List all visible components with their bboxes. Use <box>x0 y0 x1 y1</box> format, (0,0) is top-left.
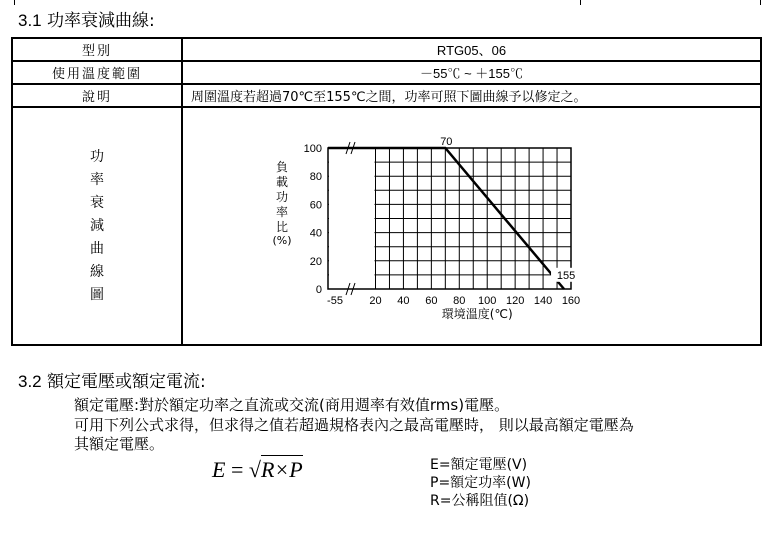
y-axis-label: 比 <box>275 220 289 235</box>
section-heading-1 <box>18 11 155 31</box>
derating-chart <box>183 108 761 344</box>
definition-item: R=公稱阻值(Ω) <box>430 493 530 509</box>
row-value: RTG05、06 <box>182 38 761 61</box>
formula <box>212 455 303 483</box>
definition-item: E=額定電壓(V) <box>430 457 528 473</box>
x-tick-label: 60 <box>425 295 438 308</box>
curve-label: 功率衰減曲線圖 <box>90 148 104 303</box>
top-border <box>0 0 775 6</box>
spec-table <box>11 37 762 346</box>
section-number: 3.2 <box>18 372 42 391</box>
y-tick-label: 100 <box>303 143 322 156</box>
table-row <box>12 61 761 84</box>
y-axis-label: 載 <box>275 175 289 190</box>
x-tick-label: 160 <box>561 295 581 308</box>
axis-break-area <box>329 149 375 288</box>
x-tick-label: 80 <box>453 295 466 308</box>
paragraph: 其額定電壓。 <box>74 435 165 453</box>
x-tick-label: 20 <box>369 295 382 308</box>
x-tick-label: 140 <box>533 295 553 308</box>
border-tick <box>580 0 581 5</box>
table-row <box>12 107 761 345</box>
section-heading-2 <box>18 372 206 392</box>
y-axis-label: 負 <box>275 160 289 175</box>
x-tick-label: -55 <box>327 295 343 308</box>
row-value: －55℃ ~ ＋155℃ <box>182 61 761 84</box>
paragraph: 可用下列公式求得，但求得之值若超過規格表內之最高電壓時， 則以最高額定電壓為 <box>74 416 634 434</box>
formula-lhs: E <box>212 457 226 482</box>
y-tick-label: 60 <box>309 199 322 212</box>
y-axis-label: 率 <box>275 205 289 220</box>
y-tick-label: 40 <box>309 227 322 240</box>
border-tick <box>760 0 761 5</box>
x-tick-label: 100 <box>478 295 497 308</box>
section-title: 功率衰減曲線: <box>47 11 155 31</box>
definition-item: P=額定功率(W) <box>430 475 531 491</box>
row-label: 型別 <box>12 38 182 61</box>
x-tick-label: 120 <box>505 295 525 308</box>
formula-equals: = <box>230 457 244 482</box>
paragraph: 額定電壓:對於額定功率之直流或交流(商用週率有效值rms)電壓。 <box>74 396 510 414</box>
table-row <box>12 38 761 61</box>
definitions <box>430 456 531 510</box>
y-tick-label: 20 <box>309 255 322 268</box>
chart-cell <box>182 107 761 345</box>
section-title: 額定電壓或額定電流: <box>47 372 206 392</box>
y-tick-label: 80 <box>309 171 322 184</box>
row-label: 說明 <box>12 84 182 107</box>
annotation-label: 70 <box>440 136 453 149</box>
y-axis-label: (%) <box>272 234 292 248</box>
y-tick-label: 0 <box>315 284 322 297</box>
formula-rhs: R×P <box>260 457 303 482</box>
row-value: 周圍溫度若超過70℃至155℃之間，功率可照下圖曲線予以修定之。 <box>182 84 761 107</box>
row-label: 使用溫度範圍 <box>12 61 182 84</box>
section-number: 3.1 <box>18 11 42 30</box>
sqrt-icon: √ <box>248 457 261 482</box>
border-tick <box>14 0 15 5</box>
table-row <box>12 84 761 107</box>
x-tick-label: 40 <box>397 295 410 308</box>
annotation-label: 155 <box>556 269 576 282</box>
curve-label-cell <box>12 107 182 345</box>
x-axis-label: 環境溫度(℃) <box>441 307 513 322</box>
y-axis-label: 功 <box>275 190 289 205</box>
